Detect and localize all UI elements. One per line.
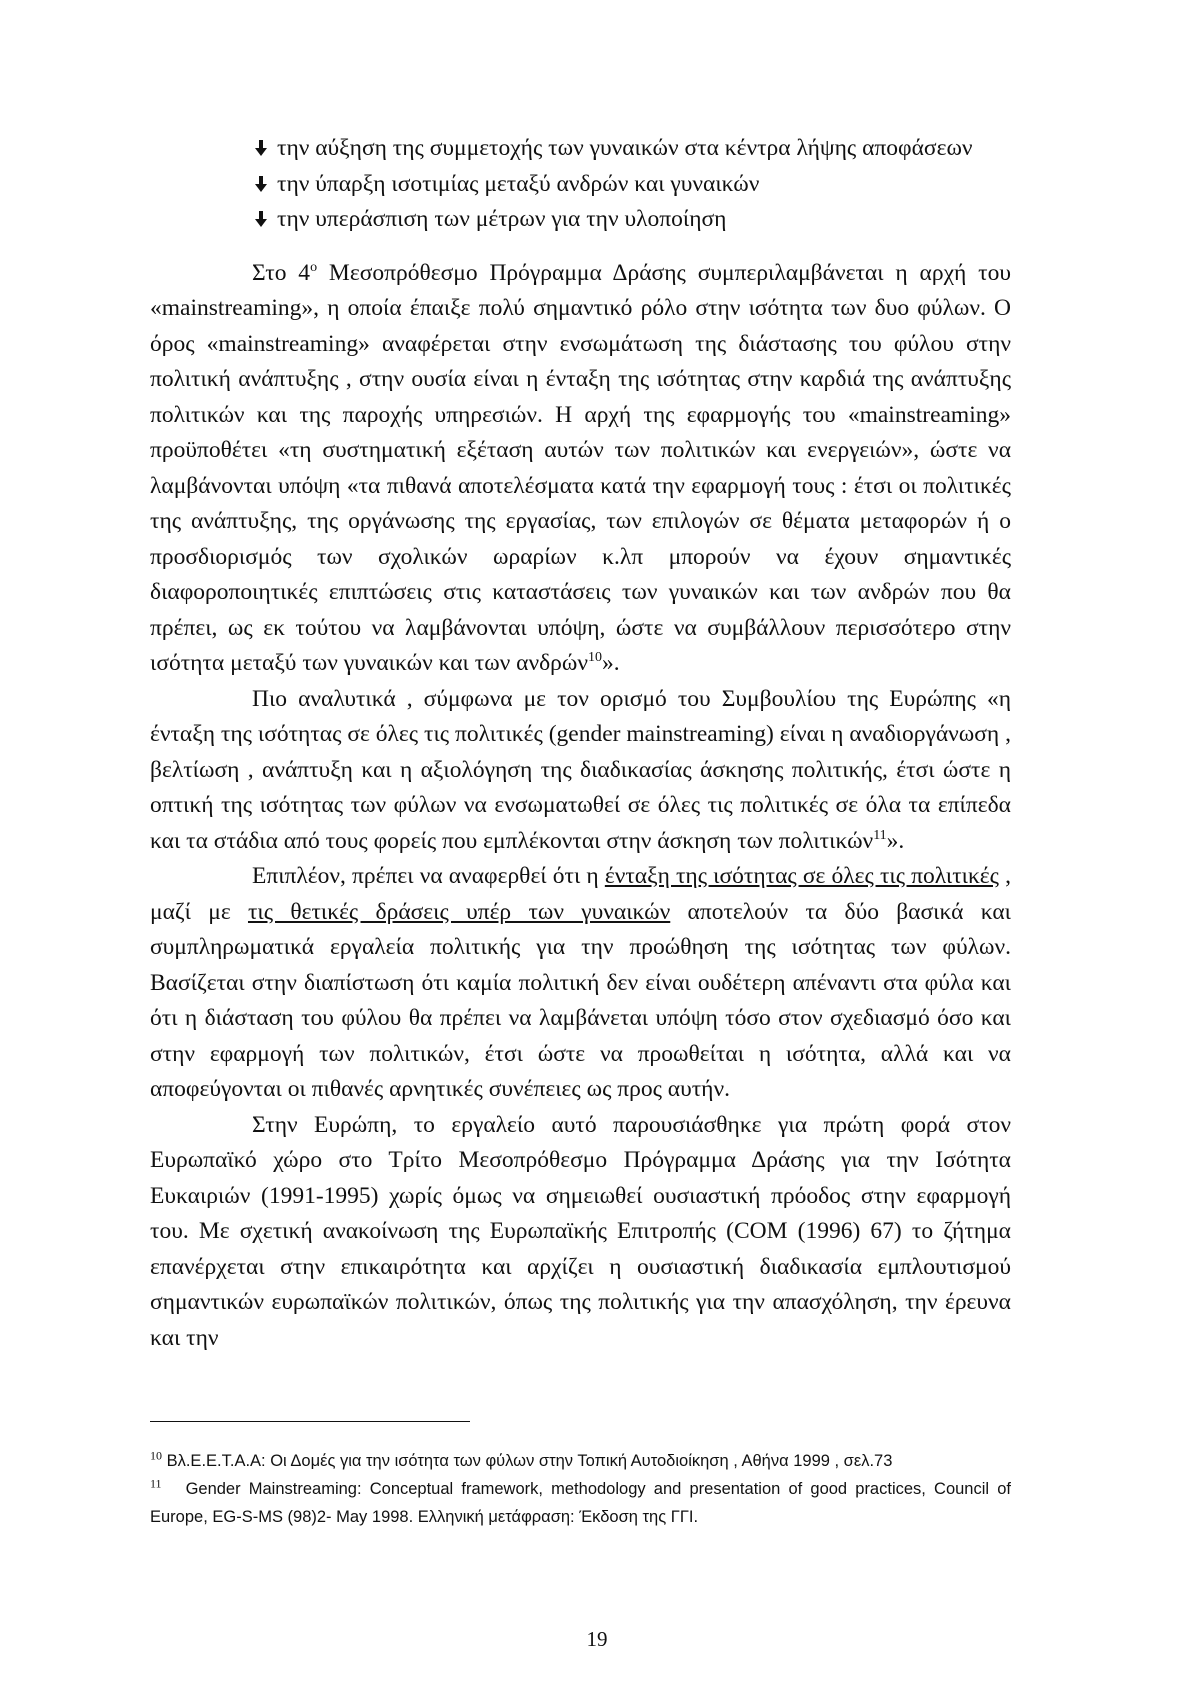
bullet-item [150,131,1011,167]
footnote-text: Gender Mainstreaming: Conceptual framework, methodology and presentation of good practices, Council of Europe, EG-S-MS (98)2- May 1998. Ελληνική μετάφραση: Έκδοση της ΓΓΙ. [150,1480,1011,1526]
para1-start: Στο 4 [252,259,311,286]
ordinal-superscript: ο [310,259,318,275]
bullet-item [150,202,1011,238]
footnote-text: Βλ.Ε.Ε.Τ.Α.Α: Οι Δομές για την ισότητα των φύλων στην Τοπική Αυτοδιοίκηση , Αθήνα 1999 , σελ.73 [166,1452,893,1470]
paragraph-definition [150,682,1011,860]
footnote-separator [150,1421,470,1422]
page-number: 19 [586,1627,608,1651]
footnote-11 [150,1475,1011,1531]
body-text [150,131,1011,1356]
bullet-text: την αύξηση της συμμετοχής των γυναικών στα κέντρα λήψης αποφάσεων [277,135,973,161]
footnotes [150,1447,1011,1531]
para2-body: Πιο αναλυτικά , σύμφωνα με τον ορισμό του Συμβουλίου της Ευρώπης «η ένταξη της ισότητας σε όλες τις πολιτικές (gender mainstreaming) είναι η αναδιοργάνωση , βελτίωση , ανάπτυξη και η αξιολόγηση της διαδικασίας άσκησης πολιτικής, έτσι ώστε η οπτική της ισότητας των φύλων να ενσωματωθεί σε όλες τις πολιτικές σε όλα τα επίπεδα και τα στάδια από τους φορείς που εμπλέκονται στην άσκηση των πολιτικών [150,685,1011,854]
paragraph-mainstreaming [150,256,1011,682]
para2-end: ». [886,827,905,854]
down-arrow-icon [255,140,267,156]
down-arrow-icon [255,211,267,227]
paragraph-europe [150,1108,1011,1357]
footnote-ref-10: 10 [588,650,602,666]
paragraph-tools [150,859,1011,1108]
underlined-phrase: τις θετικές δράσεις υπέρ των γυναικών [247,898,671,925]
footnote-ref-11: 11 [873,827,887,843]
underlined-phrase: ένταξη της ισότητας σε όλες τις πολιτικές [604,863,999,889]
footnote-10 [150,1447,1011,1475]
para4-body: Στην Ευρώπη, το εργαλείο αυτό παρουσιάσθηκε για πρώτη φορά στον Ευρωπαϊκό χώρο στο Τρίτο Μεσοπρόθεσμο Πρόγραμμα Δράσης για την Ισότητα Ευκαιριών (1991-1995) χωρίς όμως να σημειωθεί ουσιαστική πρόοδος στην εφαρμογή του. Με σχετική ανακοίνωση της Ευρωπαϊκής Επιτροπής (COM (1996) 67) το ζήτημα επανέρχεται στην επικαιρότητα και αρχίζει η ουσιαστική διαδικασία εμπλουτισμού σημαντικών ευρωπαϊκών πολιτικών, όπως της πολιτικής για την απασχόληση, την έρευνα και την [150,1111,1011,1351]
bullet-text: την υπεράσπιση των μέτρων για την υλοποίηση [277,206,727,232]
footnote-number: 10 [150,1448,162,1463]
bullet-text: την ύπαρξη ισοτιμίας μεταξύ ανδρών και γυναικών [277,170,760,197]
para1-end: ». [602,650,620,676]
down-arrow-icon [255,176,267,192]
para3-mid: , μαζί με [150,863,1012,925]
para3-start: Επιπλέον, πρέπει να αναφερθεί ότι η [252,863,605,889]
bullet-item [150,167,1011,203]
para1-body: Μεσοπρόθεσμο Πρόγραμμα Δράσης συμπεριλαμβάνεται η αρχή του «mainstreaming», η οποία έπαιξε πολύ σημαντικό ρόλο στην ισότητα των δυο φύλων. Ο όρος «mainstreaming» αναφέρεται στην ενσωμάτωση της διάστασης του φύλου στην πολιτική ανάπτυξης , στην ουσία είναι η ένταξη της ισότητας στην καρδιά της ανάπτυξης πολιτικών και της παροχής υπηρεσιών. Η αρχή της εφαρμογής του «mainstreaming» προϋποθέτει «τη συστηματική εξέταση αυτών των πολιτικών και ενεργειών», ώστε να λαμβάνονται υπόψη «τα πιθανά αποτελέσματα κατά την εφαρμογή τους : έτσι οι πολιτικές της ανάπτυξης, της οργάνωσης της εργασίας, των επιλογών σε θέματα μεταφορών ή ο προσδιορισμός των σχολικών ωραρίων κ.λπ μπορούν να έχουν σημαντικές διαφοροποιητικές επιπτώσεις στις καταστάσεις των γυναικών και των ανδρών που θα πρέπει, ως εκ τούτου να λαμβάνονται υπόψη, ώστε να συμβάλλουν περισσότερο στην ισότητα μεταξύ των γυναικών και των ανδρών [150,259,1011,676]
footnote-number: 11 [150,1476,162,1491]
para3-body: αποτελούν τα δύο βασικά και συμπληρωματικά εργαλεία πολιτικής για την προώθηση της ισότητας των φύλων. Βασίζεται στην διαπίστωση ότι καμία πολιτική δεν είναι ουδέτερη απέναντι στα φύλα και ότι η διάσταση του φύλου θα πρέπει να λαμβάνεται υπόψη τόσο στον σχεδιασμό όσο και στην εφαρμογή των πολιτικών, έτσι ώστε να προωθείται η ισότητα, αλλά και να αποφεύγονται οι πιθανές αρνητικές συνέπειες ως προς αυτήν. [150,898,1011,1102]
